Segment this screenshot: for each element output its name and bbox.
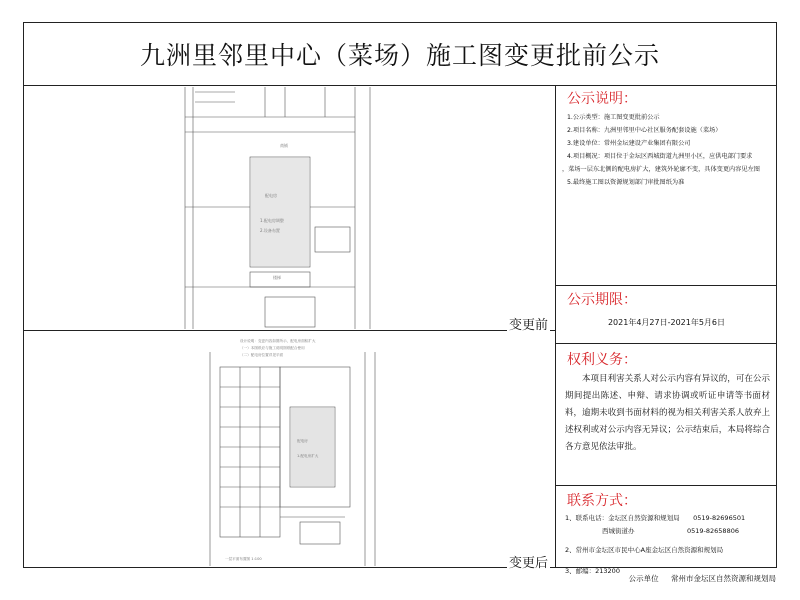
rights-text: 本项目利害关系人对公示内容有异议的，可在公示期间提出陈述、申辩、请求协调或听证申请等书面材料，逾期未收到书面材料的视为相关利害关系人放弃上述权利或对公示内容无异议；公示结束后，本局将综合各方意见依法审批。	[565, 374, 770, 452]
svg-text:2.设备布置: 2.设备布置	[260, 228, 280, 233]
contact-heading: 联系方式：	[567, 493, 637, 509]
floor-plan-after	[25, 332, 554, 566]
svg-text:楼梯: 楼梯	[273, 275, 281, 280]
contact-address: 2、常州市金坛区市民中心A座金坛区自然资源和规划局	[565, 546, 724, 554]
label-before: 变更前	[507, 314, 550, 333]
period-section	[557, 289, 776, 344]
rights-section	[557, 349, 776, 479]
svg-text:商铺: 商铺	[280, 143, 288, 148]
org-name: 西城街道办	[602, 527, 635, 535]
section-divider	[556, 485, 776, 486]
notice-item: 4.项目概况：项目位于金坛区西城街道九洲里小区，应供电部门要求	[567, 153, 753, 160]
notice-item: ，菜场一层东北侧的配电房扩大，建筑外轮廓不变，具体变更内容见左图	[562, 166, 760, 173]
section-divider	[556, 285, 776, 286]
notice-heading: 公示说明：	[567, 91, 637, 107]
svg-text:（二）配电房位置详见平面: （二）配电房位置详见平面	[240, 353, 284, 357]
svg-text:1.配电房扩大: 1.配电房扩大	[297, 454, 319, 458]
svg-text:配电房: 配电房	[265, 193, 277, 198]
footer-unit-label: 公示单位	[628, 574, 659, 583]
svg-text:配电房: 配电房	[297, 439, 308, 443]
section-divider	[556, 343, 776, 344]
phone-number: 0519-82696501	[693, 514, 746, 522]
notice-section	[557, 88, 776, 283]
contact-postcode: 3、邮编：213200	[565, 567, 620, 575]
indent-spacer	[565, 525, 602, 538]
footer-unit-value: 常州市金坛区自然资源和规划局	[671, 574, 776, 583]
phone-label: 1、联系电话：	[565, 514, 609, 522]
footer	[619, 573, 776, 584]
svg-text:设计说明：变更内容如图所示，配电房面积扩大: 设计说明：变更内容如图所示，配电房面积扩大	[240, 339, 316, 343]
notice-item: 5.最终施工图以资源规划部门审批图纸为准	[567, 179, 685, 186]
drawing-after	[25, 332, 554, 566]
svg-text:（一）本图纸应与施工说明图纸配合使用: （一）本图纸应与施工说明图纸配合使用	[240, 346, 305, 350]
rights-heading: 权利义务：	[567, 352, 637, 368]
page-title: 九洲里邻里中心（菜场）施工图变更批前公示	[24, 23, 776, 86]
notice-item: 3.建设单位：常州金坛建设产业集团有限公司	[567, 140, 691, 147]
drawing-before	[25, 87, 554, 329]
svg-text:一层平面布置图 1:100: 一层平面布置图 1:100	[225, 557, 262, 561]
label-after: 变更后	[507, 552, 550, 571]
svg-text:1.配电房调整: 1.配电房调整	[260, 218, 284, 223]
org-name: 金坛区自然资源和规划局	[608, 514, 680, 522]
vertical-divider	[555, 85, 556, 568]
floor-plan-before	[25, 87, 554, 329]
phone-number: 0519-82658806	[687, 527, 739, 535]
period-dates: 2021年4月27日-2021年5月6日	[607, 318, 726, 327]
notice-item: 1.公示类型：施工图变更批前公示	[567, 114, 660, 121]
drawings-divider	[24, 330, 555, 331]
notice-item: 2.项目名称：九洲里邻里中心社区服务配套设施（菜场）	[567, 127, 722, 134]
contact-section	[557, 490, 776, 575]
period-heading: 公示期限：	[567, 292, 637, 308]
